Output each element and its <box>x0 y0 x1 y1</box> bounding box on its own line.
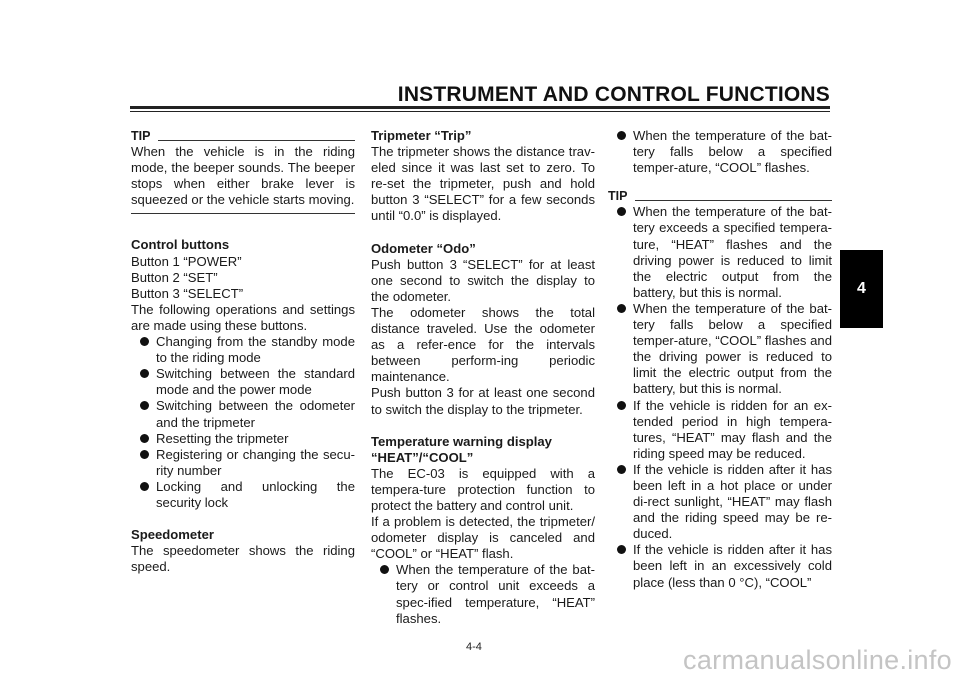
odometer-text-1: Push button 3 “SELECT” for at least one second to switch the display to the odometer. <box>371 256 595 304</box>
button-2-label: Button 2 “SET” <box>131 269 218 285</box>
bullet-icon <box>140 337 149 346</box>
tip-box-2 <box>608 188 832 590</box>
tip-rule <box>635 200 832 201</box>
column-2 <box>371 128 595 627</box>
temperature-list <box>371 562 595 626</box>
operations-intro: The following operations and settings are made using these buttons. <box>131 301 355 333</box>
tip-label: TIP <box>608 189 628 204</box>
tip-header <box>131 128 355 144</box>
temperature-text-2: If a problem is detected, the tripmeter/ odometer display is canceled and “COOL” or “HEAT” flash. <box>371 514 595 562</box>
odometer-text-2: The odometer shows the total distance traveled. Use the odometer as a refer-ence for the intervals between perform-ing periodic maintenance. <box>371 304 595 385</box>
cool-list <box>608 128 832 176</box>
bullet-icon <box>140 369 149 378</box>
list-item: Registering or changing the secu-rity number <box>131 447 355 479</box>
list-item: Switching between the odometer and the tripmeter <box>131 398 355 430</box>
header-title: INSTRUMENT AND CONTROL FUNCTIONS <box>397 83 830 106</box>
tripmeter-heading: Tripmeter “Trip” <box>371 128 472 143</box>
bullet-icon <box>617 401 626 410</box>
header-rule-thick <box>130 106 830 109</box>
list-item: If the vehicle is ridden for an ex-tended period in high tempera-tures, “HEAT” may flash and the riding speed may be reduced. <box>608 398 832 462</box>
header-rule-thin <box>130 111 830 112</box>
list-item: If the vehicle is ridden after it has been left in an excessively cold place (less than 0 °C), “COOL” <box>608 542 832 590</box>
list-item: Locking and unlocking the security lock <box>131 479 355 511</box>
list-item: When the temperature of the bat-tery exceeds a specified tempera-ture, “HEAT” flashes and the driving power is reduced to limit the electric output from the battery, but this is normal. <box>608 204 832 301</box>
bullet-icon <box>380 565 389 574</box>
odometer-heading: Odometer “Odo” <box>371 240 476 256</box>
tip-header <box>608 188 832 204</box>
chapter-tab: 4 <box>840 250 883 328</box>
tip-rule <box>158 140 355 141</box>
control-buttons-heading: Control buttons <box>131 237 230 253</box>
list-item: Changing from the standby mode to the riding mode <box>131 334 355 366</box>
watermark: carmanualsonline.info <box>683 645 952 675</box>
list-item: When the temperature of the bat-tery falls below a specified temper-ature, “COOL” flashes and the driving power is reduced to limit the electric output from the battery, but this is normal. <box>608 301 832 398</box>
bullet-icon <box>617 207 626 216</box>
bullet-icon <box>140 482 149 491</box>
page-number: 4-4 <box>466 641 482 653</box>
tip-box-1 <box>131 128 355 214</box>
list-item: When the temperature of the bat-tery or control unit exceeds a spec-ified temperature, “HEAT” flashes. <box>371 562 595 626</box>
tip-label: TIP <box>131 129 151 143</box>
tip-list <box>608 204 832 590</box>
bullet-icon <box>140 401 149 410</box>
list-item: Resetting the tripmeter <box>131 431 355 447</box>
bullet-icon <box>617 545 626 554</box>
bullet-icon <box>140 450 149 459</box>
temperature-heading-2: “HEAT”/“COOL” <box>371 449 474 465</box>
speedometer-heading: Speedometer <box>131 527 214 543</box>
operations-list <box>131 334 355 511</box>
list-item: If the vehicle is ridden after it has been left in a hot place or under di-rect sunlight, “HEAT” may flash and the riding speed may be re-duced. <box>608 462 832 542</box>
speedometer-text: The speedometer shows the riding speed. <box>131 543 355 575</box>
temperature-heading-1: Temperature warning display <box>371 433 552 449</box>
bullet-icon <box>617 304 626 313</box>
column-3 <box>608 128 832 591</box>
button-3-label: Button 3 “SELECT” <box>131 285 244 301</box>
column-1 <box>131 128 355 575</box>
temperature-text-1: The EC-03 is equipped with a tempera-ture protection function to protect the battery and control unit. <box>371 465 595 513</box>
button-1-label: Button 1 “POWER” <box>131 253 242 269</box>
list-item: When the temperature of the bat-tery falls below a specified temper-ature, “COOL” flashes. <box>608 128 832 176</box>
tripmeter-text: The tripmeter shows the distance trav-eled since it was last set to zero. To re-set the tripmeter, push and hold button 3 “SELECT” for a few seconds until “0.0” is displayed. <box>371 144 595 224</box>
bullet-icon <box>140 434 149 443</box>
odometer-text-3: Push button 3 for at least one second to switch the display to the tripmeter. <box>371 385 595 417</box>
list-item: Switching between the standard mode and the power mode <box>131 366 355 398</box>
bullet-icon <box>617 131 626 140</box>
bullet-icon <box>617 465 626 474</box>
tip-text: When the vehicle is in the riding mode, the beeper sounds. The beeper stops when either brake lever is squeezed or the vehicle starts moving. <box>131 144 355 208</box>
